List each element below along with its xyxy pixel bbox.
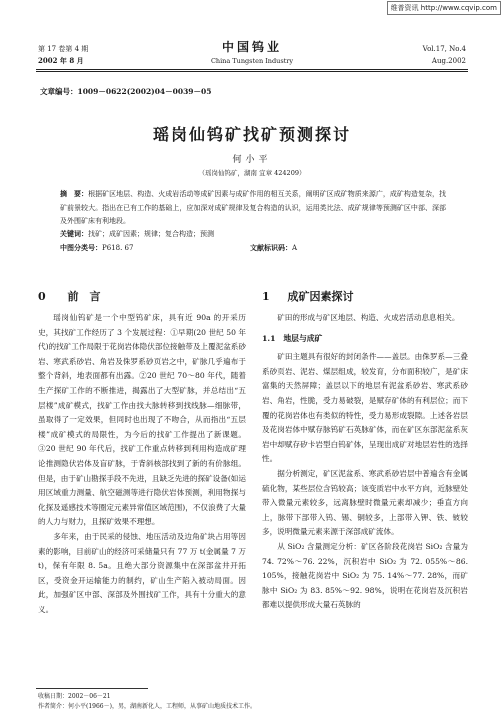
paragraph: 多年来，由于民采的侵蚀、地压活动及边角矿块占用等因素的影响，目前矿山的经济可采储量只有 77 万 t(金属量 7 万 t)，保有年限 8. 5a。且绝大部分资源集中在深部盆井开拓区，受资金开运输能力的制约，矿山生产陷入被动局面。因此，加强矿区中部、深部及外围找矿工作，具有十分重大的意义。: [38, 531, 246, 614]
volume-issue-en: Vol.17, No.4: [422, 45, 466, 53]
paragraph: 从 SiO₂ 含量测定分析：矿区各阶段花岗岩 SiO₂ 含量为 74. 72%～76. 22%，沉积岩中 SiO₂ 为 72. 055%～86. 105%，接触花岗岩中 SiO₂ 为 75. 14%～77. 28%，而矿脉中 SiO₂ 为 83. 85%～92. 98%，说明在花岗岩及沉积岩都难以提供形成大量石英脉的: [262, 541, 468, 610]
factors-body: [262, 311, 468, 613]
article-title: 瑶岗仙钨矿找矿预测探讨: [152, 125, 351, 144]
section-number: 1: [262, 290, 270, 303]
keywords: [60, 229, 446, 239]
section-heading-factors: [262, 288, 354, 304]
journal-issue-info-en: [423, 43, 466, 67]
header-rule-thin: [36, 71, 468, 72]
intro-body: [38, 311, 246, 617]
section-heading-intro: [38, 288, 101, 304]
keywords-label: 关键词：: [60, 229, 88, 238]
author-bio: 作者简介：何小平(1966－)，男，湖南新化人，工程师，从事矿山地质技术工作。: [38, 703, 256, 710]
clc-value: P618. 67: [102, 244, 134, 252]
journal-name-cn: 中国钨业: [221, 40, 282, 54]
clc-number: [60, 243, 133, 253]
section-number: 0: [38, 290, 46, 303]
abstract-label: 摘 要：: [60, 189, 89, 198]
paragraph: 瑶岗仙钨矿是一个中型钨矿床，具有近 90a 的开采历史，其找矿工作经历了 3 个发展过程：①早期(20 世纪 50 年代)的找矿工作局限于花岗岩体隐伏部位接触带及上覆泥盆系砂岩、寒武系砂岩、角岩及侏罗系砂页岩之中，矿脉几乎遍布于整个背斜，地表面都有出露。②20 世纪 70～80 年代，随着生产探矿工作的不断推进，揭露出了大型矿脉，并总结出“五层楼”成矿模式，找矿工作由找大脉转移到找线脉—细脉带，虽取得了一定效果，但同时也出现了不吻合，从而指出“五层楼”成矿模式的局限性，为今后的找矿工作提出了新课题。③20 世纪 90 年代后，找矿工作重点转移到利用构造成矿理论推测隐伏岩体及盲矿脉，于背斜核部找到了新的有价脉组。但是，由于矿山勘探手段不先进，且缺乏先进的探矿设备(如运用区域重力测量、航空磁测等进行隐伏岩体预测，利用物探与化探及遥感技术等圈定元素异常值区域范围)，不仅浪费了大量的人力与财力，且探矿效果不理想。: [38, 313, 246, 527]
keywords-text: 找矿；成矿因素；规律；复合构造；预测: [88, 230, 214, 238]
author-affiliation: （瑶岗仙钨矿，湖南 宜章 424209）: [198, 169, 306, 177]
paragraph: 矿田主题具有很好的封闭条件——盖层。由侏罗系—三叠系砂页岩、泥岩、煤层组成，较发育，分布面积较广，是矿床富集的天然屏障；盖层以下的地层有泥盆系砂岩、寒武系砂岩、角岩，性脆，受力易破裂，是赋存矿体的有利层位；而下覆的花岗岩体也有类似的特性，受力易形成裂隙。上述各岩层及花岗岩体中赋存脉钨矿石英脉矿体，而在矿区东部泥盆系灰岩中却赋存矽卡岩型白钨矿体，呈现出成矿对地层岩性的选择性。: [262, 352, 468, 464]
doc-code-label: 文献标识码：: [250, 243, 292, 252]
clc-label: 中图分类号：: [60, 243, 102, 252]
section-title: 成矿因素探讨: [287, 290, 354, 303]
abstract: [60, 187, 446, 229]
doc-code-value: A: [292, 244, 298, 252]
abstract-text: 根据矿区地层、构造、火成岩活动等成矿因素与成矿作用的相互关系，阐明矿区成矿物质来源广，成矿构造复杂，找矿前景较大。指出在已有工作的基础上，应加深对成矿规律及复合构造的认识，运用类比法、成矿规律等预测矿区中部、深部及外围矿床有利地段。: [60, 190, 447, 225]
issue-date-en: Aug.2002: [431, 57, 466, 65]
article-number: 文章编号：1009－0622(2002)04－0039－05: [40, 87, 212, 96]
paragraph: 据分析测定，矿区泥盆系、寒武系砂岩层中普遍含有金属硫化物，某些层位含钨较高；该变质岩中水平方向，近脉壁处带入微量元素较多，远离脉壁时微量元素却减少；垂直方向上，脉带下部带入钨、锡、铜较多，上部带入钾、铁、铍较多，说明微量元素来源于深部成矿流体。: [262, 468, 468, 537]
author-name: 何小平: [232, 155, 272, 165]
journal-name-en: China Tungsten Industry: [210, 57, 294, 65]
issue-date: 2002 年 8 月: [38, 56, 84, 65]
section-title: 前 言: [67, 290, 101, 303]
watermark: 维普资讯 http://www.cqvip.com: [387, 1, 501, 15]
paragraph: 矿田的形成与矿区地层、构造、火成岩活动息息相关。: [277, 313, 460, 322]
header-rule: [36, 69, 468, 70]
subsection-heading: 1.1 地层与成矿: [262, 333, 323, 343]
footnote-rule: [36, 688, 148, 689]
received-date: 收稿日期：2002－06－21: [38, 693, 111, 700]
volume-issue: 第 17 卷第 4 期: [38, 45, 89, 53]
document-code: [250, 243, 297, 253]
